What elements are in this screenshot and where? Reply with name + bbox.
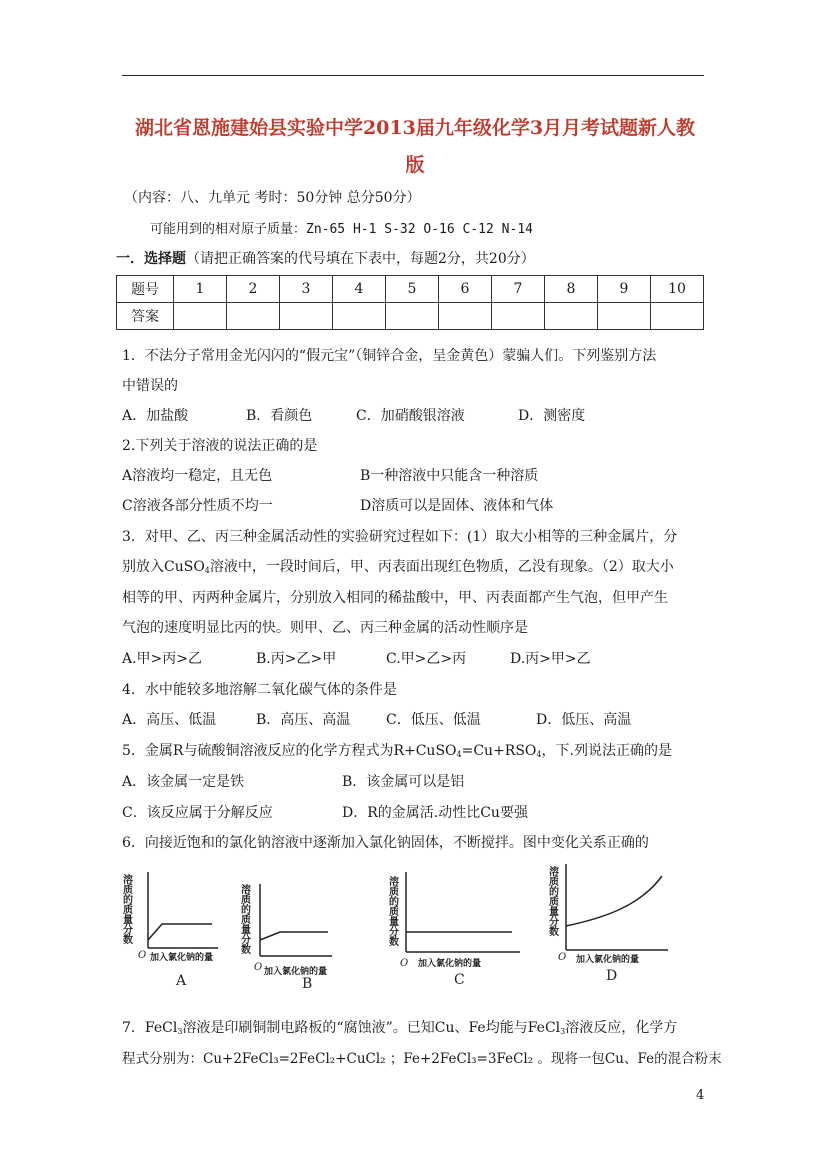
question-3-text-cont: 气泡的速度明显比丙的快。则甲、乙、丙三种金属的活动性顺序是: [122, 620, 528, 636]
question-number: 4: [333, 276, 386, 303]
q2-option-b: B一种溶液中只能含一种溶质: [360, 468, 539, 484]
q5-text-part: =Cu+RSO: [461, 743, 537, 759]
answer-cell[interactable]: [545, 303, 598, 330]
graph-c: [382, 862, 522, 992]
graph-c-origin: O: [400, 958, 409, 969]
question-3-text-cont: [122, 556, 674, 576]
q1-option-b: B．看颜色: [246, 408, 313, 424]
q3-option-b: B.丙>乙>甲: [256, 651, 337, 667]
exam-info: （内容：八、九单元 考时：50分钟 总分50分）: [124, 190, 421, 206]
graph-d-origin: O: [558, 952, 567, 963]
graph-c-xlabel: 加入氯化钠的量: [418, 959, 482, 969]
q5-subscript: 4: [456, 750, 462, 759]
graph-b-origin: O: [254, 962, 263, 973]
q7-text-part: 溶液是印刷铜制电路板的“腐蚀液”。已知Cu、Fe均能与FeCl: [182, 1020, 561, 1036]
q4-option-d: D．低压、高温: [536, 712, 632, 728]
q5-text-part: ，下.列说法正确的是: [541, 743, 672, 759]
question-3-text: 3．对甲、乙、丙三种金属活动性的实验研究过程如下：(1）取大小相等的三种金属片，分: [122, 529, 678, 545]
answer-table-header-row: [117, 276, 704, 303]
question-5-text: [122, 740, 672, 760]
page-number: 4: [696, 1088, 705, 1103]
graph-d-label: D: [606, 968, 618, 984]
graph-a-curve: [148, 924, 212, 940]
graph-c-label: C: [454, 972, 465, 988]
answer-cell[interactable]: [280, 303, 333, 330]
graph-b-xlabel: 加入氯化钠的量: [264, 967, 328, 977]
answer-row-label: 答案: [117, 303, 174, 330]
graph-c-ylabel: 溶质的质量分数: [386, 876, 398, 946]
graph-d-ylabel: 溶质的质量分数: [546, 866, 558, 936]
graph-a-ylabel: 溶质的质量分数: [120, 874, 132, 944]
q1-option-a: A．加盐酸: [122, 408, 189, 424]
q3-option-c: C.甲>乙>丙: [386, 651, 467, 667]
answer-cell[interactable]: [174, 303, 227, 330]
q2-option-c: C溶液各部分性质不均一: [122, 498, 273, 514]
question-number: 10: [651, 276, 704, 303]
graph-a-label: A: [176, 973, 187, 989]
question-4-text: 4．水中能较多地溶解二氧化碳气体的条件是: [122, 682, 397, 698]
question-number: 3: [280, 276, 333, 303]
answer-cell[interactable]: [227, 303, 280, 330]
graph-a-origin: O: [138, 950, 147, 961]
section-instruction: （请把正确答案的代号填在下表中，每题2分，共20分）: [186, 251, 535, 267]
answer-cell[interactable]: [492, 303, 545, 330]
question-3-text-cont: 相等的甲、丙两种金属片，分别放入相同的稀盐酸中，甲、丙表面都产生气泡，但甲产生: [122, 590, 668, 606]
answer-cell[interactable]: [598, 303, 651, 330]
question-number: 9: [598, 276, 651, 303]
graph-a-xlabel: 加入氯化钠的量: [150, 953, 214, 963]
answer-table-label: 题号: [117, 276, 174, 303]
answer-cell[interactable]: [386, 303, 439, 330]
q7-subscript: 3: [560, 1027, 566, 1036]
q1-option-c: C．加硝酸银溶液: [356, 408, 465, 424]
question-number: 1: [174, 276, 227, 303]
question-number: 2: [227, 276, 280, 303]
q5-subscript: 4: [536, 750, 542, 759]
q7-text-part: 溶液反应，化学方: [565, 1020, 678, 1036]
q7-subscript: 3: [177, 1027, 183, 1036]
answer-table: [116, 275, 704, 330]
q5-option-c: C．该反应属于分解反应: [122, 805, 273, 821]
q2-option-d: D溶质可以是固体、液体和气体: [360, 498, 554, 514]
q5-text-part: 5．金属R与硫酸铜溶液反应的化学方程式为R+CuSO: [122, 743, 457, 759]
atomic-mass-info: 可能用到的相对原子质量：Zn-65 H-1 S-32 O-16 C-12 N-14: [150, 222, 533, 237]
answer-cell[interactable]: [439, 303, 492, 330]
question-number: 7: [492, 276, 545, 303]
question-7-text-cont: 程式分别为：Cu+2FeCl₃=2FeCl₂+CuCl₂ ；Fe+2FeCl₃=3FeCl₂ 。现将一包Cu、Fe的混合粉末: [122, 1051, 722, 1067]
question-number: 8: [545, 276, 598, 303]
graph-b-curve: [260, 932, 328, 940]
graph-d: [544, 862, 674, 992]
graph-b-label: B: [302, 976, 313, 992]
q5-option-a: A．该金属一定是铁: [122, 774, 245, 790]
question-7-text: [122, 1017, 677, 1037]
q4-option-c: C．低压、低温: [386, 712, 481, 728]
q3-option-d: D.丙>甲>乙: [510, 651, 591, 667]
q3-text-part: 别放入CuSO: [122, 559, 205, 575]
graph-d-xlabel: 加入氯化钠的量: [576, 955, 640, 965]
q3-option-a: A.甲>丙>乙: [122, 651, 203, 667]
question-number: 5: [386, 276, 439, 303]
header-rule: [122, 75, 704, 76]
graph-b: [232, 862, 342, 992]
q5-option-b: B．该金属可以是铝: [342, 774, 465, 790]
graph-a: [122, 862, 222, 992]
document-title: 湖北省恩施建始县实验中学2013届九年级化学3月月考试题新人教: [134, 117, 696, 139]
question-number: 6: [439, 276, 492, 303]
q2-option-a: A溶液均一稳定，且无色: [122, 468, 273, 484]
question-1-text: 1．不法分子常用金光闪闪的“假元宝”（铜锌合金，呈金黄色）蒙骗人们。下列鉴别方法: [122, 348, 657, 364]
q1-option-d: D．测密度: [518, 408, 586, 424]
graph-d-curve: [566, 876, 662, 926]
q3-subscript: 4: [204, 566, 210, 575]
q4-option-a: A．高压、低温: [122, 712, 217, 728]
answer-cell[interactable]: [651, 303, 704, 330]
question-6-text: 6．向接近饱和的氯化钠溶液中逐渐加入氯化钠固体，不断搅拌。图中变化关系正确的: [122, 835, 649, 851]
q3-text-part: 溶液中，一段时间后，甲、丙表面出现红色物质，乙没有现象。（2）取大小: [209, 559, 674, 575]
q4-option-b: B．高压、高温: [256, 712, 351, 728]
section-title: 一．选择题: [116, 251, 186, 267]
q5-option-d: D．R的金属活.动性比Cu要强: [342, 805, 528, 821]
question-1-text-cont: 中错误的: [122, 378, 178, 394]
q7-text-part: 7．FeCl: [122, 1020, 178, 1036]
answer-cell[interactable]: [333, 303, 386, 330]
section-heading: [116, 248, 535, 268]
document-title-line2: 版: [405, 154, 425, 176]
answer-row: [117, 303, 704, 330]
graph-b-ylabel: 溶质的质量分数: [238, 884, 250, 954]
question-2-text: 2.下列关于溶液的说法正确的是: [122, 438, 318, 454]
